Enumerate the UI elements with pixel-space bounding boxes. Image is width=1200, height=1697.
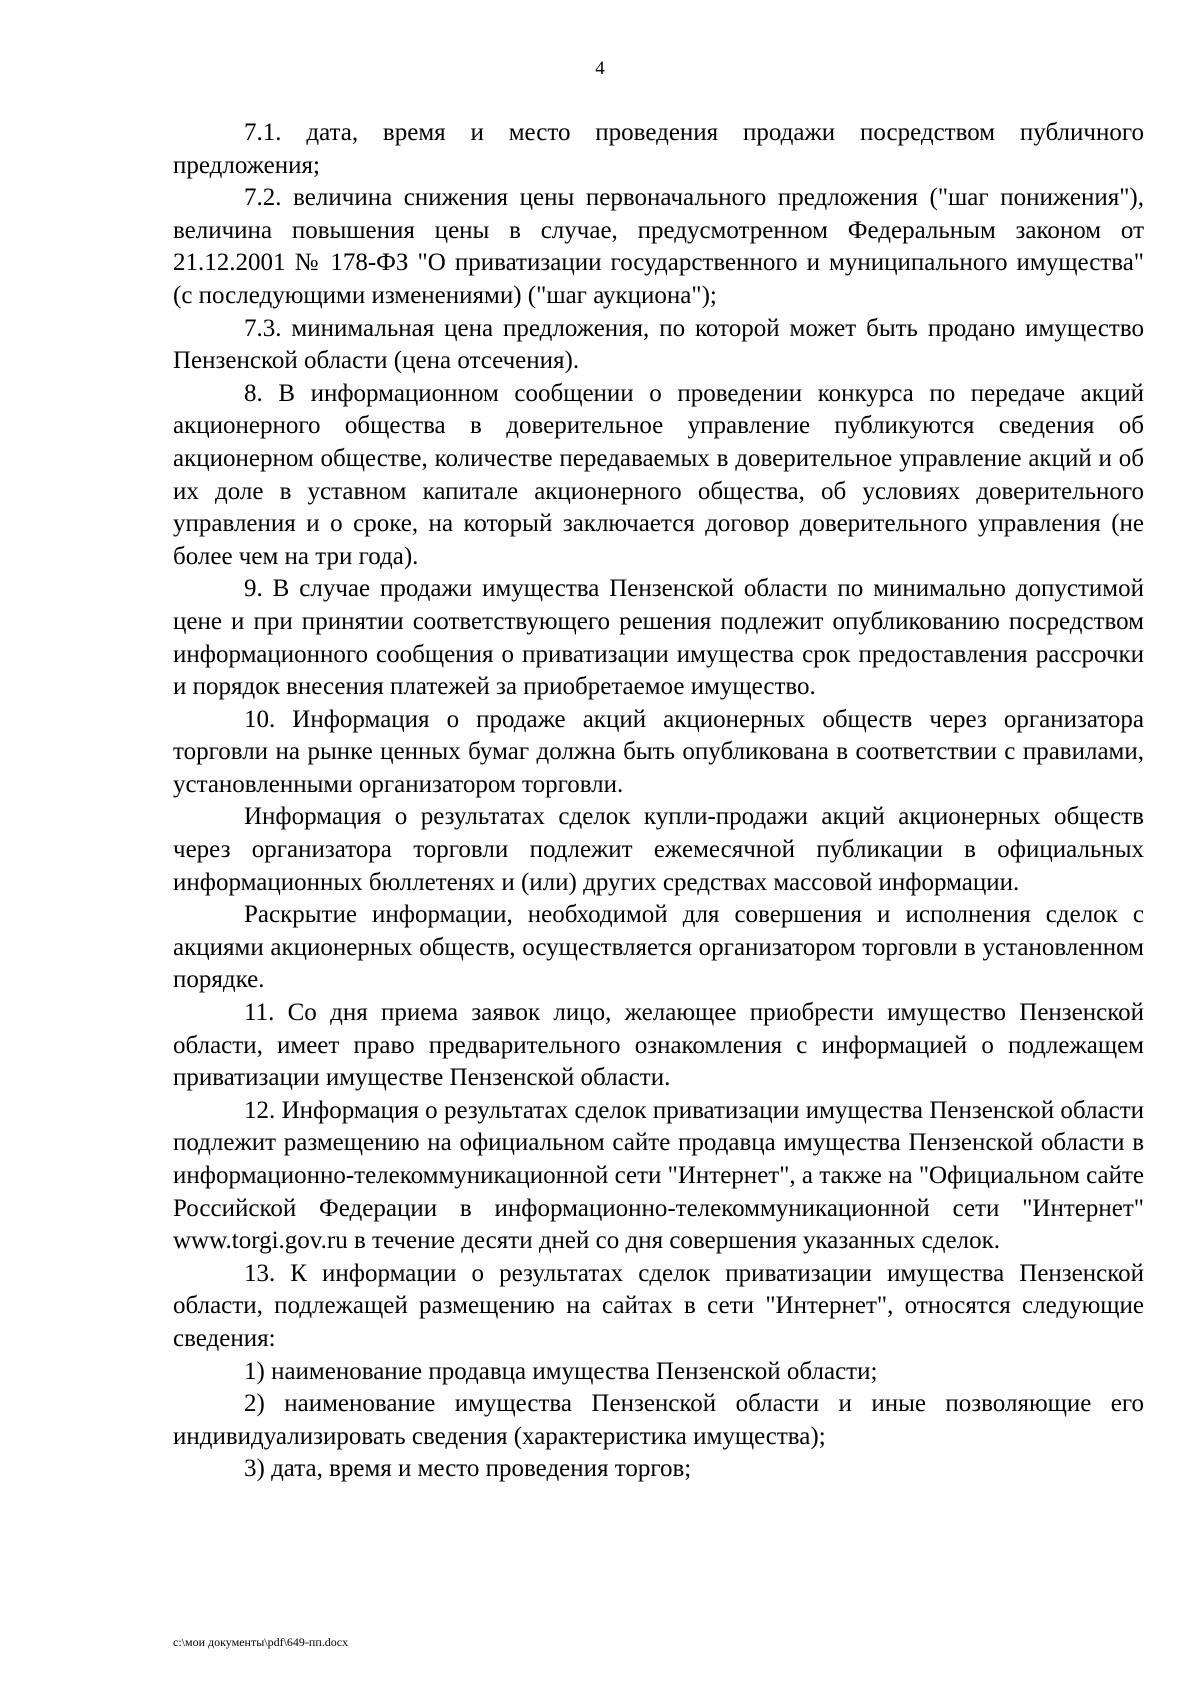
paragraph-11: 11. Со дня приема заявок лицо, желающее приобрести имущество Пензенской области, имеет право предварительного ознакомления с информацией о подлежащем приватизации имуществе Пензенской области. [173,999,1144,1092]
paragraph-10-results: Информация о результатах сделок купли-продажи акций акционерных обществ через организатора торговли подлежит ежемесячной публикации в официальных информационных бюллетенях и (или) других средствах массовой информации. [173,803,1144,896]
list-item-2: 2) наименование имущества Пензенской области и иные позволяющие его индивидуализировать сведения (характеристика имущества); [173,1390,1144,1450]
page-number: 4 [595,58,605,79]
paragraph-12: 12. Информация о результатах сделок приватизации имущества Пензенской области подлежит размещению на официальном сайте продавца имущества Пензенской области в информационно-телекоммуникационной сети "Интернет", а также на "Официальном сайте Российской Федерации в информационно-телекоммуникационной сети "Интернет" www.torgi.gov.ru в течение десяти дней со дня совершения указанных сделок. [173,1096,1144,1255]
paragraph-9: 9. В случае продажи имущества Пензенской области по минимально допустимой цене и при принятии соответствующего решения подлежит опубликованию посредством информационного сообщения о приватизации имущества срок предоставления рассрочки и порядок внесения платежей за приобретаемое имущество. [173,575,1144,701]
paragraph-7-3: 7.3. минимальная цена предложения, по которой может быть продано имущество Пензенской области (цена отсечения). [173,314,1144,375]
paragraph-10: 10. Информация о продаже акций акционерных обществ через организатора торговли на рынке ценных бумаг должна быть опубликована в соответствии с правилами, установленными организатором торговли. [173,705,1144,798]
footer-file-path: c:\мои документы\pdf\649-пп.docx [173,1635,349,1649]
document-body [173,117,1144,1486]
paragraph-10-disclosure: Раскрытие информации, необходимой для совершения и исполнения сделок с акциями акционерных обществ, осуществляется организатором торговли в установленном порядке. [173,901,1144,994]
paragraph-8: 8. В информационном сообщении о проведении конкурса по передаче акций акционерного общества в доверительное управление публикуются сведения об акционерном обществе, количестве передаваемых в доверительное управление акций и об их доле в уставном капитале акционерного общества, об условиях доверительного управления и о сроке, на который заключается договор доверительного управления (не более чем на три года). [173,379,1144,570]
paragraph-7-1: 7.1. дата, время и место проведения продажи посредством публичного предложения; [173,119,1144,179]
list-item-1: 1) наименование продавца имущества Пензенской области; [244,1357,878,1385]
paragraph-7-2: 7.2. величина снижения цены первоначального предложения ("шаг понижения"), величина повышения цены в случае, предусмотренном Федеральным законом от 21.12.2001 № 178-ФЗ "О приватизации государственного и муниципального имущества" (с последующими изменениями) ("шаг аукциона"); [173,184,1144,309]
paragraph-13: 13. К информации о результатах сделок приватизации имущества Пензенской области, подлежащей размещению на сайтах в сети "Интернет", относятся следующие сведения: [173,1259,1144,1352]
list-item-3: 3) дата, время и место проведения торгов; [244,1455,692,1483]
